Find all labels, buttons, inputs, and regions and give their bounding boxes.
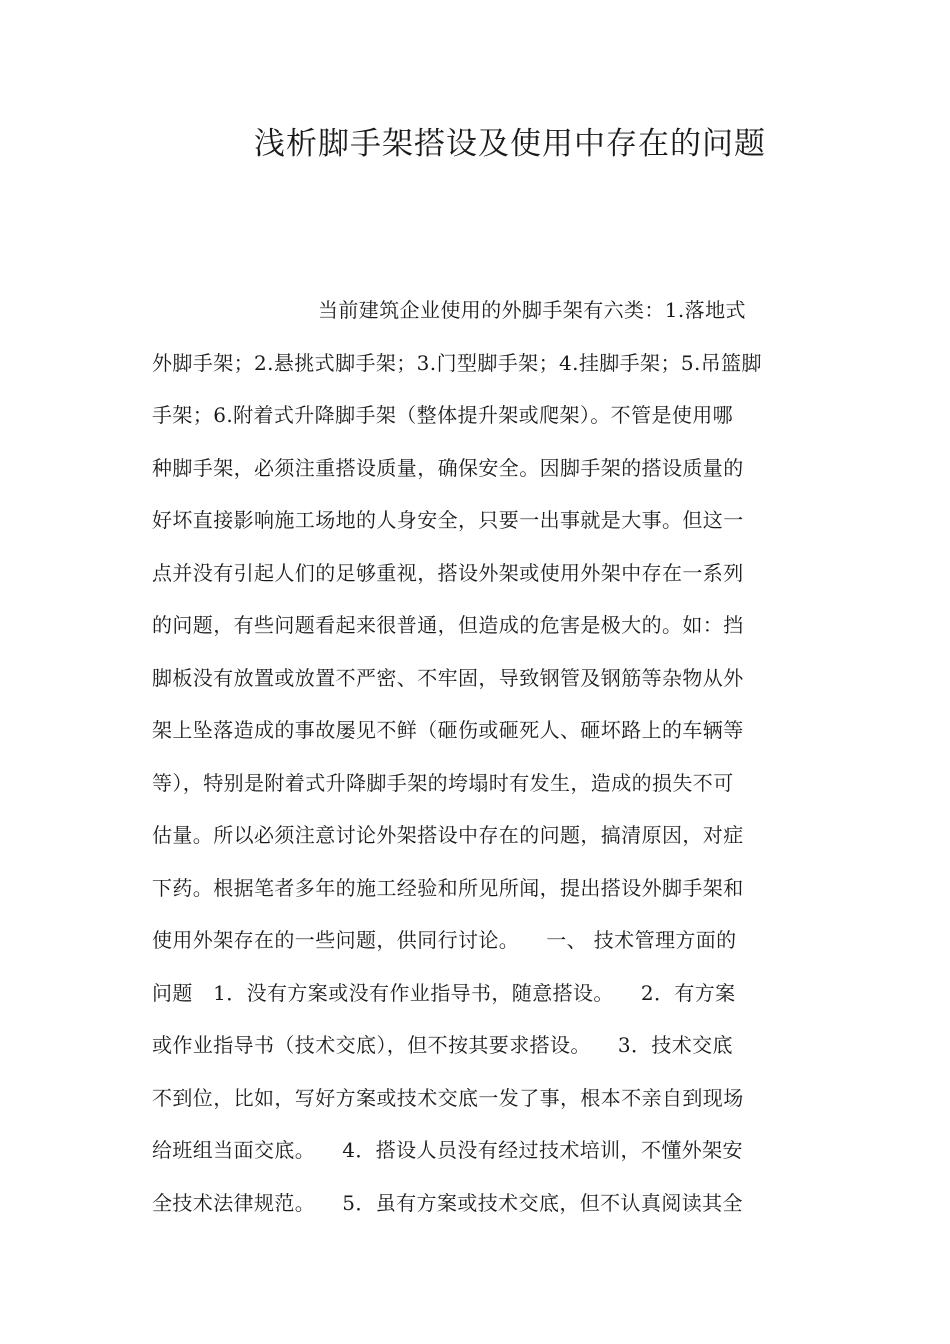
body-line: 全技术法律规范。 5．虽有方案或技术交底，但不认真阅读其全 [152,1190,743,1215]
body-line: 使用外架存在的一些问题，供同行讨论。 一、 技术管理方面的 [152,928,737,952]
body-line: 架上坠落造成的事故屡见不鲜（砸伤或砸死人、砸坏路上的车辆等 [152,718,744,742]
body-line: 种脚手架，必须注重搭设质量，确保安全。因脚手架的搭设质量的 [152,455,744,480]
body-line: 给班组当面交底。 4．搭设人员没有经过技术培训，不懂外架安 [152,1138,743,1162]
document-body [152,290,812,1235]
body-line: 问题 1．没有方案或没有作业指导书，随意搭设。 2．有方案 [152,980,736,1005]
body-line: 等），特别是附着式升降脚手架的垮塌时有发生，造成的损失不可 [152,770,734,795]
body-line: 好坏直接影响施工场地的人身安全，只要一出事就是大事。但这一 [152,508,744,532]
document-title: 浅析脚手架搭设及使用中存在的问题 [254,126,766,162]
body-line: 点并没有引起人们的足够重视，搭设外架或使用外架中存在一系列 [152,560,744,585]
body-line: 外脚手架；2.悬挑式脚手架；3.门型脚手架；4.挂脚手架；5.吊篮脚 [152,350,762,375]
body-line: 脚板没有放置或放置不严密、不牢固，导致钢管及钢筋等杂物从外 [152,665,744,690]
body-line: 估量。所以必须注意讨论外架搭设中存在的问题，搞清原因，对症 [152,823,744,847]
body-line: 或作业指导书（技术交底），但不按其要求搭设。 3．技术交底 [152,1033,733,1057]
body-line: 不到位，比如，写好方案或技术交底一发了事，根本不亲自到现场 [152,1085,744,1110]
body-line: 的问题，有些问题看起来很普通，但造成的危害是极大的。如：挡 [152,613,744,637]
body-line: 下药。根据笔者多年的施工经验和所见所闻，提出搭设外脚手架和 [152,875,744,900]
body-line: 手架；6.附着式升降脚手架（整体提升架或爬架）。不管是使用哪 [152,403,734,427]
body-line: 当前建筑企业使用的外脚手架有六类：1.落地式 [318,298,746,322]
